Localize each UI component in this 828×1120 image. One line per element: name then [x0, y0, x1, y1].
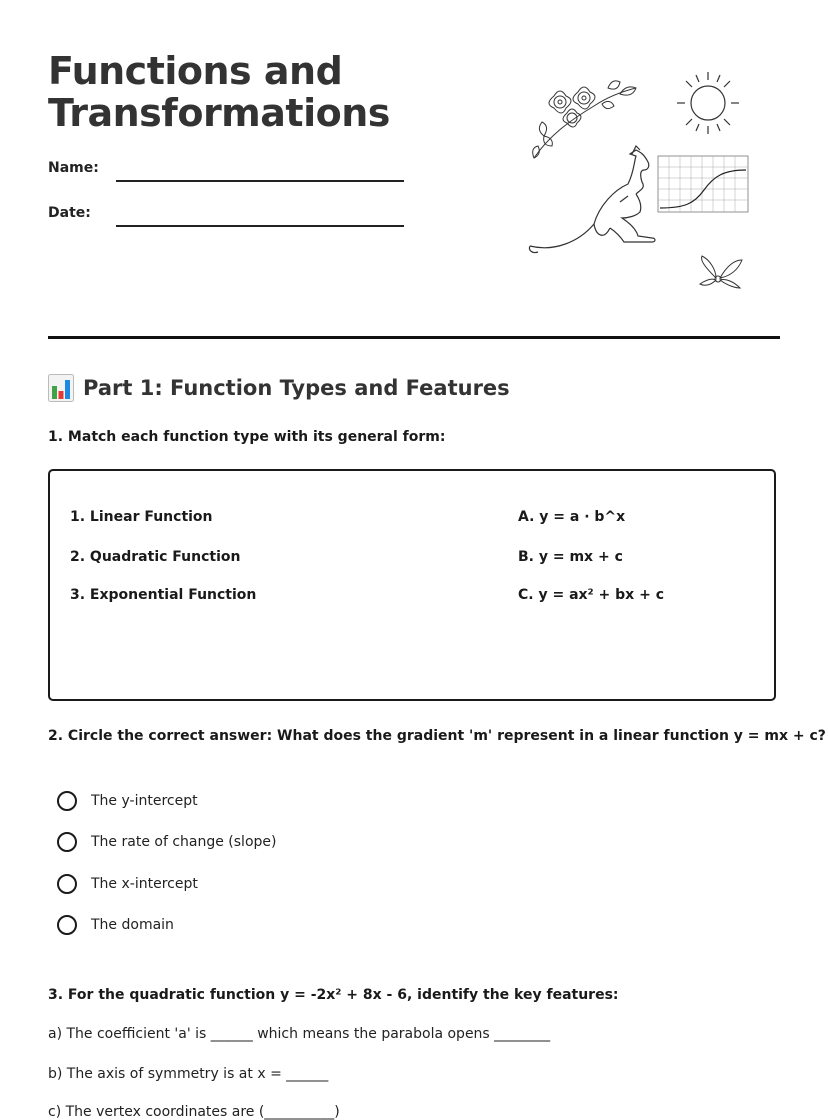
match-left-item[interactable]: 2. Quadratic Function — [70, 549, 241, 565]
radio-circle-icon[interactable] — [57, 832, 77, 852]
answer-option[interactable] — [57, 791, 198, 811]
page-title — [48, 50, 390, 134]
date-field[interactable] — [116, 225, 404, 227]
decorative-illustration — [524, 66, 760, 296]
match-right-item[interactable]: A. y = a · b^x — [518, 509, 626, 525]
radio-circle-icon[interactable] — [57, 874, 77, 894]
matching-box — [48, 469, 776, 701]
answer-option-label: The y-intercept — [91, 793, 198, 809]
leaf-sprig-icon — [700, 256, 742, 288]
graph-grid-icon — [658, 156, 748, 212]
answer-option-label: The domain — [91, 917, 174, 933]
answer-option[interactable] — [57, 915, 174, 935]
kangaroo-icon — [529, 146, 655, 253]
question-2-prompt: 2. Circle the correct answer: What does the gradient 'm' represent in a linear function y = mx + c? — [48, 728, 826, 744]
name-field[interactable] — [116, 180, 404, 182]
bar-chart-icon — [48, 374, 74, 402]
question-3-prompt: 3. For the quadratic function y = -2x² + 8x - 6, identify the key features: — [48, 987, 619, 1003]
match-left-item[interactable]: 1. Linear Function — [70, 509, 213, 525]
match-right-item[interactable]: C. y = ax² + bx + c — [518, 587, 664, 603]
date-label: Date: — [48, 205, 91, 221]
radio-circle-icon[interactable] — [57, 915, 77, 935]
answer-option[interactable] — [57, 874, 198, 894]
question-3c[interactable]: c) The vertex coordinates are (__________) — [48, 1104, 340, 1120]
question-3b[interactable]: b) The axis of symmetry is at x = ______ — [48, 1066, 329, 1082]
answer-option-label: The rate of change (slope) — [91, 834, 277, 850]
flower-branch-icon — [533, 81, 636, 158]
match-right-item[interactable]: B. y = mx + c — [518, 549, 623, 565]
radio-circle-icon[interactable] — [57, 791, 77, 811]
question-3a[interactable]: a) The coefficient 'a' is ______ which means the parabola opens ________ — [48, 1026, 551, 1042]
match-left-item[interactable]: 3. Exponential Function — [70, 587, 257, 603]
sun-icon — [677, 72, 739, 134]
section-divider — [48, 336, 780, 339]
question-1-prompt: 1. Match each function type with its general form: — [48, 429, 446, 445]
answer-option-label: The x-intercept — [91, 876, 198, 892]
title-line-2: Transformations — [48, 91, 390, 135]
name-label: Name: — [48, 160, 99, 176]
title-line-1: Functions and — [48, 49, 343, 93]
part-1-title — [48, 374, 510, 402]
answer-option[interactable] — [57, 832, 276, 852]
part-1-title-text: Part 1: Function Types and Features — [83, 376, 510, 400]
